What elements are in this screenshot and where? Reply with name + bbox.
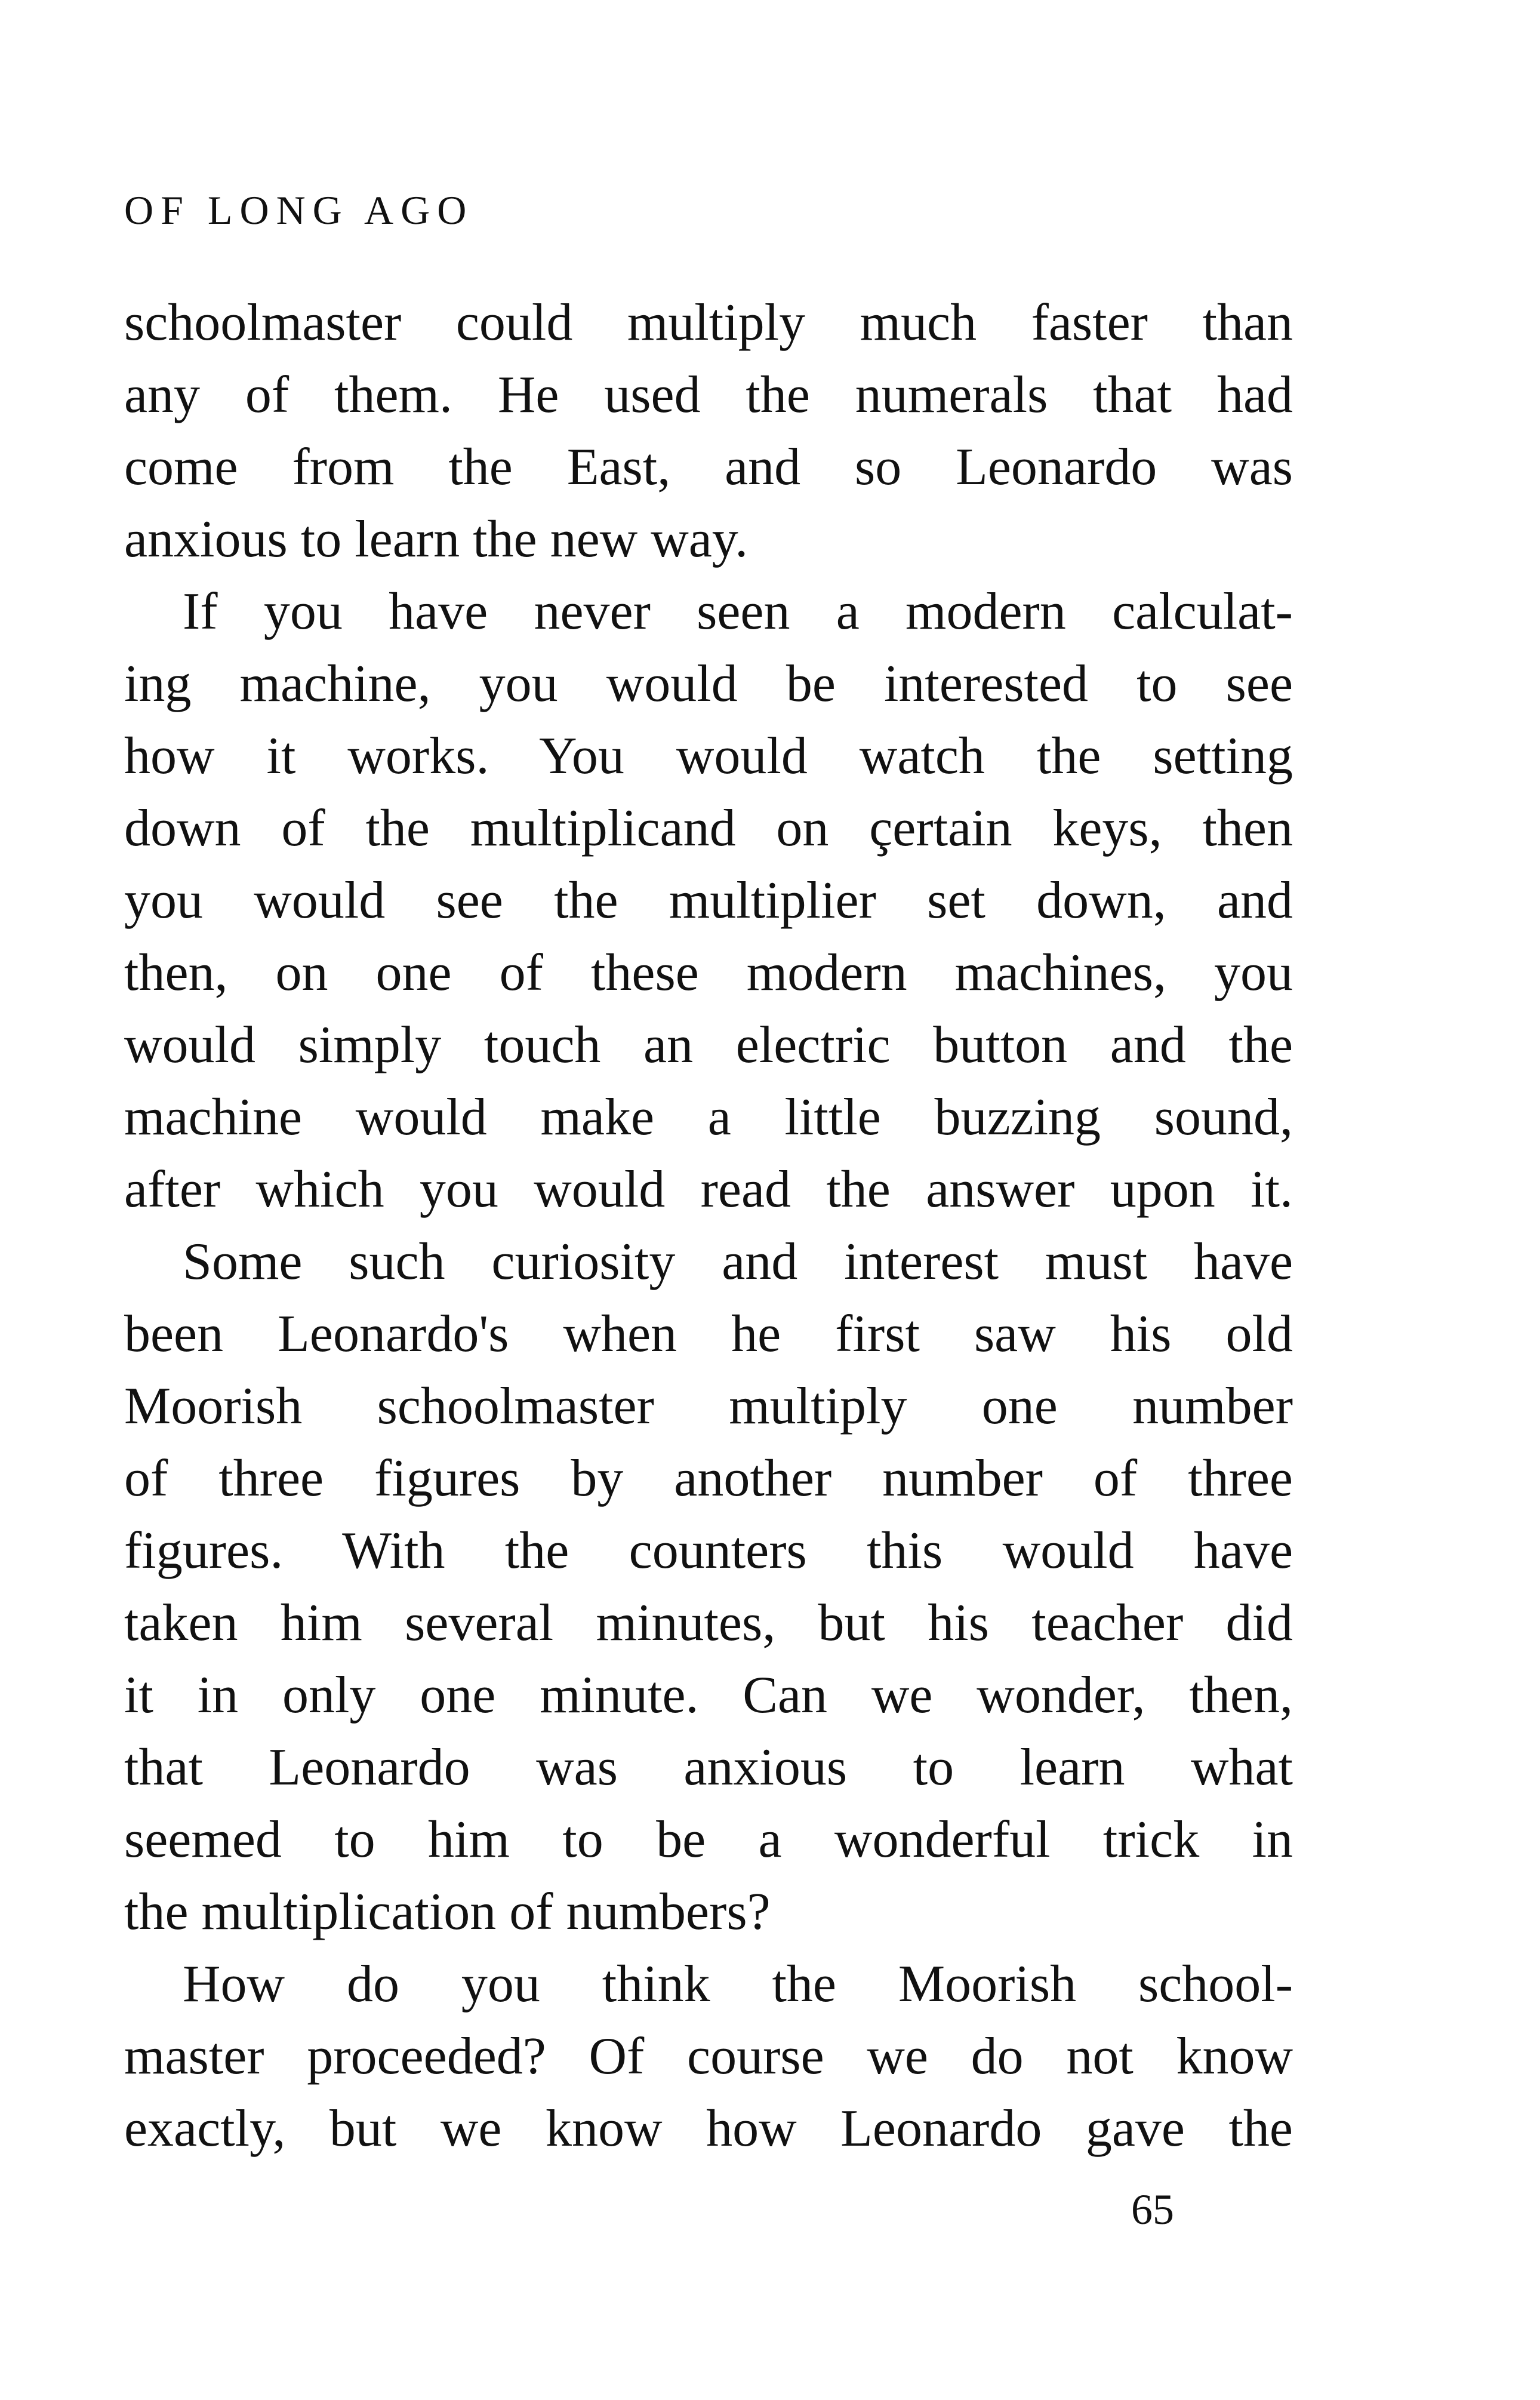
text-line: after which you would read the answer upon it. [124, 1161, 1293, 1219]
paragraph-1 [124, 287, 1293, 576]
text-line: taken him several minutes, but his teacher did [124, 1594, 1293, 1652]
text-line: anxious to learn the new way. [124, 510, 749, 568]
text-line: been Leonardo's when he first saw his old [124, 1305, 1293, 1363]
text-line: the multiplication of numbers? [124, 1883, 771, 1941]
body-text [124, 287, 1293, 2165]
text-line: exactly, but we know how Leonardo gave the [124, 2100, 1293, 2158]
text-line: master proceeded? Of course we do not know [124, 2027, 1293, 2085]
text-line: come from the East, and so Leonardo was [124, 438, 1293, 496]
text-line: down of the multiplicand on çertain keys, then [124, 799, 1293, 857]
text-line: Moorish schoolmaster multiply one number [124, 1377, 1293, 1435]
text-line: ing machine, you would be interested to see [124, 655, 1293, 713]
paragraph-3 [124, 1226, 1293, 1948]
text-line: then, on one of these modern machines, you [124, 944, 1293, 1002]
text-line: machine would make a little buzzing sound, [124, 1088, 1293, 1146]
text-line: it in only one minute. Can we wonder, then, [124, 1666, 1293, 1724]
text-line: any of them. He used the numerals that had [124, 366, 1293, 424]
text-line: Some such curiosity and interest must have [183, 1233, 1293, 1291]
text-line: figures. With the counters this would have [124, 1522, 1293, 1580]
page-number: 65 [1131, 2186, 1174, 2233]
text-line: would simply touch an electric button and the [124, 1016, 1293, 1074]
text-line: If you have never seen a modern calculat- [183, 583, 1293, 641]
text-line: of three figures by another number of three [124, 1450, 1293, 1507]
text-line: schoolmaster could multiply much faster than [124, 294, 1293, 352]
paragraph-2 [124, 576, 1293, 1226]
text-line: that Leonardo was anxious to learn what [124, 1739, 1293, 1796]
paragraph-4 [124, 1948, 1293, 2165]
running-head: OF LONG AGO [124, 187, 474, 233]
text-line: seemed to him to be a wonderful trick in [124, 1811, 1293, 1869]
text-line: How do you think the Moorish school- [183, 1955, 1293, 2013]
text-line: how it works. You would watch the setting [124, 727, 1293, 785]
text-line: you would see the multiplier set down, and [124, 872, 1293, 930]
